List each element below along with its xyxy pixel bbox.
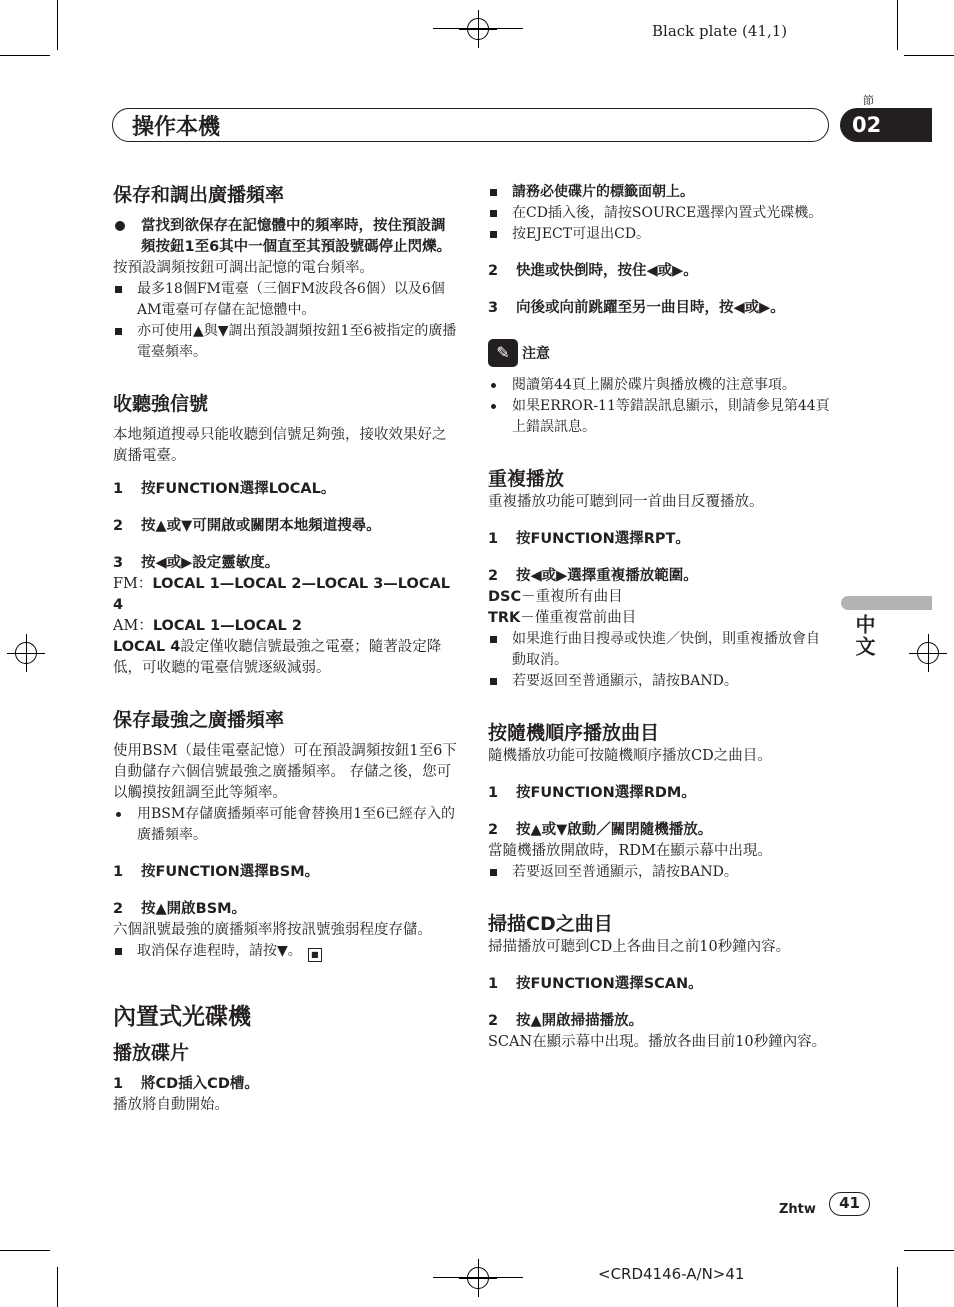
step-number: 2 <box>113 901 124 917</box>
am-sensitivity <box>113 616 458 637</box>
note-item: 請務必使碟片的標籤面朝上。 <box>488 182 833 203</box>
step-item <box>488 1011 833 1032</box>
step-text: 將CD插入CD槽。 <box>141 1076 259 1092</box>
step-text: 按FUNCTION選擇RPT。 <box>516 531 690 547</box>
step-number: 1 <box>488 785 499 801</box>
language-tab-bar <box>841 596 932 610</box>
am-label: AM： <box>113 618 153 634</box>
crop-mark <box>897 1267 898 1307</box>
plate-label: Black plate (41,1) <box>652 22 788 40</box>
body-text: 掃描播放可聽到CD上各曲目之前10秒鐘內容。 <box>488 939 791 955</box>
registration-mark <box>909 634 947 672</box>
body-text: 按預設調頻按鈕可調出記憶的電台頻率。 <box>113 260 374 276</box>
step-number: 1 <box>488 531 499 547</box>
section-heading: 保存最強之廣播頻率 <box>113 709 285 731</box>
crop-mark <box>904 1250 954 1251</box>
step-item <box>488 261 833 282</box>
step-item <box>488 974 833 995</box>
step-text: 快進或快倒時，按住◀或▶。 <box>516 263 698 279</box>
step-text: 按▲開啟BSM。 <box>141 901 247 917</box>
body-text: 播放將自動開始。 <box>113 1097 229 1113</box>
step-item <box>113 516 458 537</box>
crop-mark <box>0 1250 50 1251</box>
language-tab-label: 中文 <box>852 614 876 658</box>
page-title: 操作本機 <box>132 115 221 140</box>
step-item <box>113 553 458 574</box>
note-label: 注意 <box>522 346 550 362</box>
step-item <box>113 899 458 920</box>
registration-mark <box>459 10 497 48</box>
body-text: 重複播放功能可聽到同一首曲目反覆播放。 <box>488 494 764 510</box>
step-item <box>113 862 458 883</box>
step-item <box>488 783 833 804</box>
crop-mark <box>904 55 954 56</box>
step-item <box>488 820 833 841</box>
step-number: 2 <box>488 1013 499 1029</box>
note-item <box>113 941 458 962</box>
step-item <box>113 1074 458 1095</box>
body-text: 六個訊號最強的廣播頻率將按訊號強弱程度存儲。 <box>113 922 432 938</box>
section-label: 節 <box>863 94 874 107</box>
step-text: 向後或向前跳躍至另一曲目時，按◀或▶。 <box>516 300 785 316</box>
section-heading: 保存和調出廣播頻率 <box>113 184 285 206</box>
note-item: 按EJECT可退出CD。 <box>488 224 833 245</box>
instruction-bullet: 當找到欲保存在記憶體中的頻率時，按住預設調頻按鈕1至6其中一個直至其預設號碼停止閃爍。 <box>113 216 458 258</box>
body-text: 當隨機播放開啟時，RDM在顯示幕中出現。 <box>488 843 772 859</box>
option-trk <box>488 608 833 629</box>
step-number: 2 <box>488 263 499 279</box>
step-number: 2 <box>488 568 499 584</box>
fm-label: FM： <box>113 576 153 592</box>
caution-item: 如果ERROR-11等錯誤訊息顯示，則請參見第44頁上錯誤訊息。 <box>488 396 833 438</box>
local4-term: LOCAL 4 <box>113 639 181 655</box>
note-item: 若要返回至普通顯示，請按BAND。 <box>488 671 833 692</box>
step-text: 按FUNCTION選擇SCAN。 <box>516 976 703 992</box>
note-item: 在CD插入後，請按SOURCE選擇內置式光碟機。 <box>488 203 833 224</box>
registration-mark <box>7 634 45 672</box>
chapter-heading: 內置式光碟機 <box>113 1004 251 1030</box>
step-number: 2 <box>488 822 499 838</box>
note-item: 最多18個FM電臺（三個FM波段各6個）以及6個AM電臺可存儲在記憶體中。 <box>113 279 458 321</box>
step-text: 按FUNCTION選擇RDM。 <box>516 785 696 801</box>
caution-item: 閱讀第44頁上關於碟片與播放機的注意事項。 <box>488 375 833 396</box>
step-number: 1 <box>113 1076 124 1092</box>
step-item <box>113 479 458 500</box>
crop-mark <box>57 0 58 50</box>
body-text <box>113 637 458 679</box>
step-item <box>488 529 833 550</box>
end-of-section-icon: ■ <box>308 948 322 962</box>
page-number: 41 <box>829 1192 870 1216</box>
language-code: Zhtw <box>779 1202 816 1217</box>
section-heading: 掃描CD之曲目 <box>488 913 613 935</box>
note-item: 若要返回至普通顯示，請按BAND。 <box>488 862 833 883</box>
section-heading: 播放碟片 <box>113 1042 190 1064</box>
step-number: 2 <box>113 518 124 534</box>
chapter-number: 02 <box>840 108 932 142</box>
option-term: DSC <box>488 589 522 605</box>
crop-mark <box>57 1267 58 1307</box>
step-number: 1 <box>488 976 499 992</box>
note-header <box>488 339 833 367</box>
option-desc: －重複所有曲目 <box>521 589 623 605</box>
step-text: 按▲或▼啟動／關閉隨機播放。 <box>516 822 713 838</box>
registration-mark <box>459 1259 497 1297</box>
step-text: 按FUNCTION選擇BSM。 <box>141 864 320 880</box>
note-item: 如果進行曲目搜尋或快進／快倒，則重複播放會自動取消。 <box>488 629 833 671</box>
note-text: 取消保存進程時，請按▼。 <box>137 943 302 959</box>
body-text: 隨機播放功能可按隨機順序播放CD之曲目。 <box>488 748 772 764</box>
step-text: 按◀或▶設定靈敏度。 <box>141 555 280 571</box>
section-heading: 重複播放 <box>488 468 565 490</box>
am-values: LOCAL 1—LOCAL 2 <box>152 618 302 634</box>
step-number: 1 <box>113 864 124 880</box>
option-dsc <box>488 587 833 608</box>
step-number: 3 <box>488 300 499 316</box>
crop-mark <box>897 0 898 50</box>
local4-desc: 設定僅收聽信號最強之電臺；隨著設定降低，可收聽的電臺信號逐級減弱。 <box>113 639 442 676</box>
step-number: 3 <box>113 555 124 571</box>
footer-code: <CRD4146-A/N>41 <box>598 1265 745 1283</box>
step-text: 按▲或▼可開啟或關閉本地頻道搜尋。 <box>141 518 381 534</box>
step-text: 按▲開啟掃描播放。 <box>516 1013 644 1029</box>
body-text: SCAN在顯示幕中出現。播放各曲目前10秒鐘內容。 <box>488 1034 827 1050</box>
fm-values: LOCAL 1—LOCAL 2—LOCAL 3—LOCAL 4 <box>113 576 450 613</box>
step-text: 按FUNCTION選擇LOCAL。 <box>141 481 336 497</box>
step-item <box>488 298 833 319</box>
option-desc: －僅重複當前曲目 <box>520 610 637 626</box>
section-heading: 收聽強信號 <box>113 393 209 415</box>
note-item: 用BSM存儲廣播頻率可能會替換用1至6已經存入的廣播頻率。 <box>113 804 458 846</box>
note-item: 亦可使用▲與▼調出預設調頻按鈕1至6被指定的廣播電臺頻率。 <box>113 321 458 363</box>
pencil-icon: ✎ <box>488 339 518 367</box>
fm-sensitivity <box>113 574 458 616</box>
section-heading: 按隨機順序播放曲目 <box>488 722 660 744</box>
body-text: 使用BSM（最佳電臺記憶）可在預設調頻按鈕1至6下自動儲存六個信號最強之廣播頻率。 存儲之後，您可以觸摸按鈕調至此等頻率。 <box>113 743 457 801</box>
option-term: TRK <box>488 610 521 626</box>
step-item <box>488 566 833 587</box>
left-column <box>113 182 458 1116</box>
step-number: 1 <box>113 481 124 497</box>
body-text: 本地頻道搜尋只能收聽到信號足夠強，接收效果好之廣播電臺。 <box>113 427 447 464</box>
right-column <box>488 182 833 1053</box>
step-text: 按◀或▶選擇重複播放範圍。 <box>516 568 698 584</box>
crop-mark <box>0 55 50 56</box>
